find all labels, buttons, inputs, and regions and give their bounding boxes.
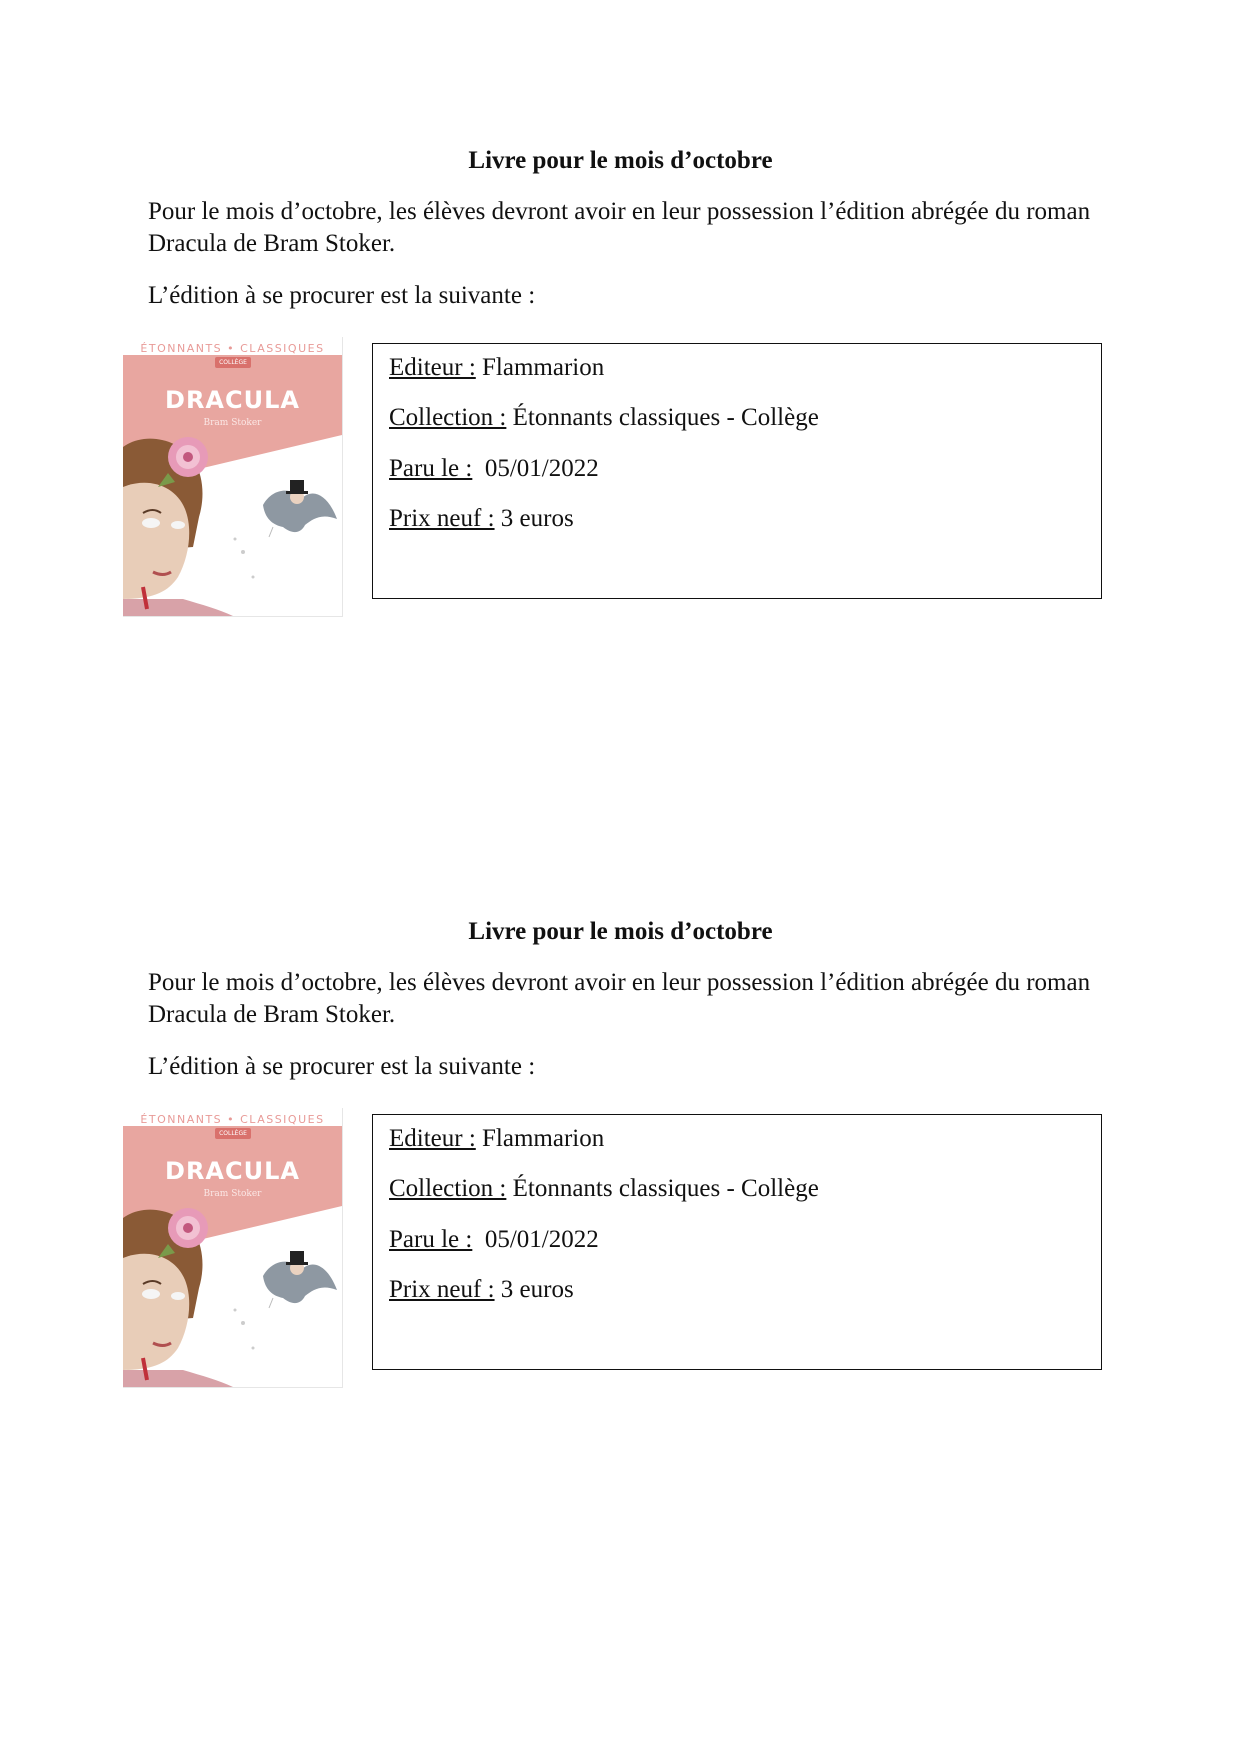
book-info-box	[372, 343, 1102, 599]
cover-series-label: ÉTONNANTS • CLASSIQUES	[140, 342, 325, 355]
publication-date-value: 05/01/2022	[472, 1226, 599, 1253]
cover-title: DRACULA	[165, 1157, 300, 1185]
cover-tag: COLLÈGE	[215, 357, 251, 368]
book-cover-image	[123, 337, 343, 617]
publisher-label: Editeur :	[389, 1125, 476, 1152]
publication-date-label: Paru le :	[389, 455, 473, 482]
intro-paragraph: Pour le mois d’octobre, les élèves devront avoir en leur possession l’édition abrégée du roman Dracula de Bram Stoker.	[148, 969, 1091, 1028]
price-value: 3 euros	[494, 505, 574, 532]
publication-date-row	[389, 1225, 599, 1255]
price-label: Prix neuf :	[389, 1276, 495, 1303]
price-label: Prix neuf :	[389, 505, 495, 532]
price-value: 3 euros	[494, 1276, 574, 1303]
cover-illustration	[123, 337, 342, 616]
cover-title: DRACULA	[165, 386, 300, 414]
publication-date-value: 05/01/2022	[472, 455, 599, 482]
cover-series-label: ÉTONNANTS • CLASSIQUES	[140, 1113, 325, 1126]
collection-label: Collection :	[389, 404, 507, 431]
cover-tag: COLLÈGE	[215, 1128, 251, 1139]
cover-illustration	[123, 1108, 342, 1387]
price-row	[389, 1275, 574, 1305]
publisher-value: Flammarion	[475, 1125, 605, 1152]
collection-value: Étonnants classiques - Collège	[506, 404, 819, 431]
cover-author: Bram Stoker	[203, 1189, 262, 1199]
collection-row	[389, 1174, 819, 1204]
publication-date-label: Paru le :	[389, 1226, 473, 1253]
intro-paragraph: Pour le mois d’octobre, les élèves devront avoir en leur possession l’édition abrégée du roman Dracula de Bram Stoker.	[148, 198, 1091, 257]
publisher-row	[389, 1124, 604, 1154]
publisher-label: Editeur :	[389, 354, 476, 381]
lead-paragraph: L’édition à se procurer est la suivante :	[148, 1053, 536, 1080]
collection-value: Étonnants classiques - Collège	[506, 1175, 819, 1202]
collection-label: Collection :	[389, 1175, 507, 1202]
cover-author: Bram Stoker	[203, 418, 262, 428]
collection-row	[389, 403, 819, 433]
publisher-row	[389, 353, 604, 383]
publisher-value: Flammarion	[475, 354, 605, 381]
lead-paragraph: L’édition à se procurer est la suivante :	[148, 282, 536, 309]
publication-date-row	[389, 454, 599, 484]
book-info-box	[372, 1114, 1102, 1370]
section-title: Livre pour le mois d’octobre	[468, 918, 773, 945]
price-row	[389, 504, 574, 534]
section-title: Livre pour le mois d’octobre	[468, 147, 773, 174]
book-cover-image	[123, 1108, 343, 1388]
